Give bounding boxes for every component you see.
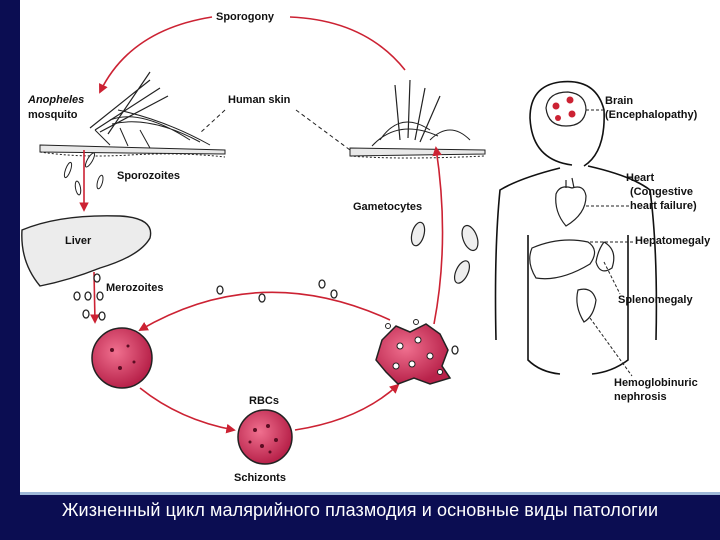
- ruptured-schizont: [376, 324, 450, 384]
- infected-rbc-left: [92, 328, 152, 388]
- merozoites-label: Merozoites: [106, 282, 164, 294]
- heart-sub-label-1: (Congestive: [630, 186, 693, 198]
- anopheles-label: Anopheles: [28, 94, 85, 106]
- heart-label: Heart: [626, 172, 655, 184]
- right-mosquito-on-skin: [350, 80, 485, 158]
- rbcs-label: RBCs: [249, 395, 279, 407]
- brain-icon: [546, 92, 586, 126]
- gametocytes-label: Gametocytes: [353, 201, 423, 213]
- human-body-outline: [496, 82, 657, 374]
- brain-sub-label: (Encephalopathy): [605, 109, 698, 121]
- mosquito-label: mosquito: [28, 109, 78, 121]
- splenomegaly-label: Splenomegaly: [618, 294, 693, 306]
- schizont-to-rupture-arrow: [295, 385, 398, 430]
- brain-label: Brain: [605, 95, 634, 107]
- sporogony-arc-right: [290, 17, 405, 70]
- kidney-label-2: nephrosis: [614, 391, 667, 403]
- gametocytes: [409, 221, 481, 286]
- sporogony-arrow: [100, 17, 212, 92]
- hepatomegaly-label: Hepatomegaly: [635, 235, 711, 247]
- heart-sub-label-2: heart failure): [630, 200, 697, 212]
- rupture-to-skin-arrow: [434, 148, 443, 324]
- sporogony-label: Sporogony: [216, 11, 275, 23]
- kidney-label-1: Hemoglobinuric: [614, 377, 698, 389]
- kidney-leader: [590, 318, 632, 376]
- skin-leader-left: [200, 110, 225, 133]
- heart-icon: [556, 178, 586, 226]
- schizonts-label: Schizonts: [234, 472, 286, 484]
- slide-caption: Жизненный цикл малярийного плазмодия и основные виды патологии: [61, 500, 659, 520]
- schizont-cell: [238, 410, 292, 464]
- skin-leader-right: [296, 110, 350, 150]
- liver-spleen-icon: [530, 240, 614, 322]
- liver-shape: [22, 216, 151, 286]
- rbc-to-schizont-arrow: [140, 388, 234, 430]
- liver-label: Liver: [65, 235, 92, 247]
- sporozoites-label: Sporozoites: [117, 170, 180, 182]
- human-skin-label: Human skin: [228, 94, 291, 106]
